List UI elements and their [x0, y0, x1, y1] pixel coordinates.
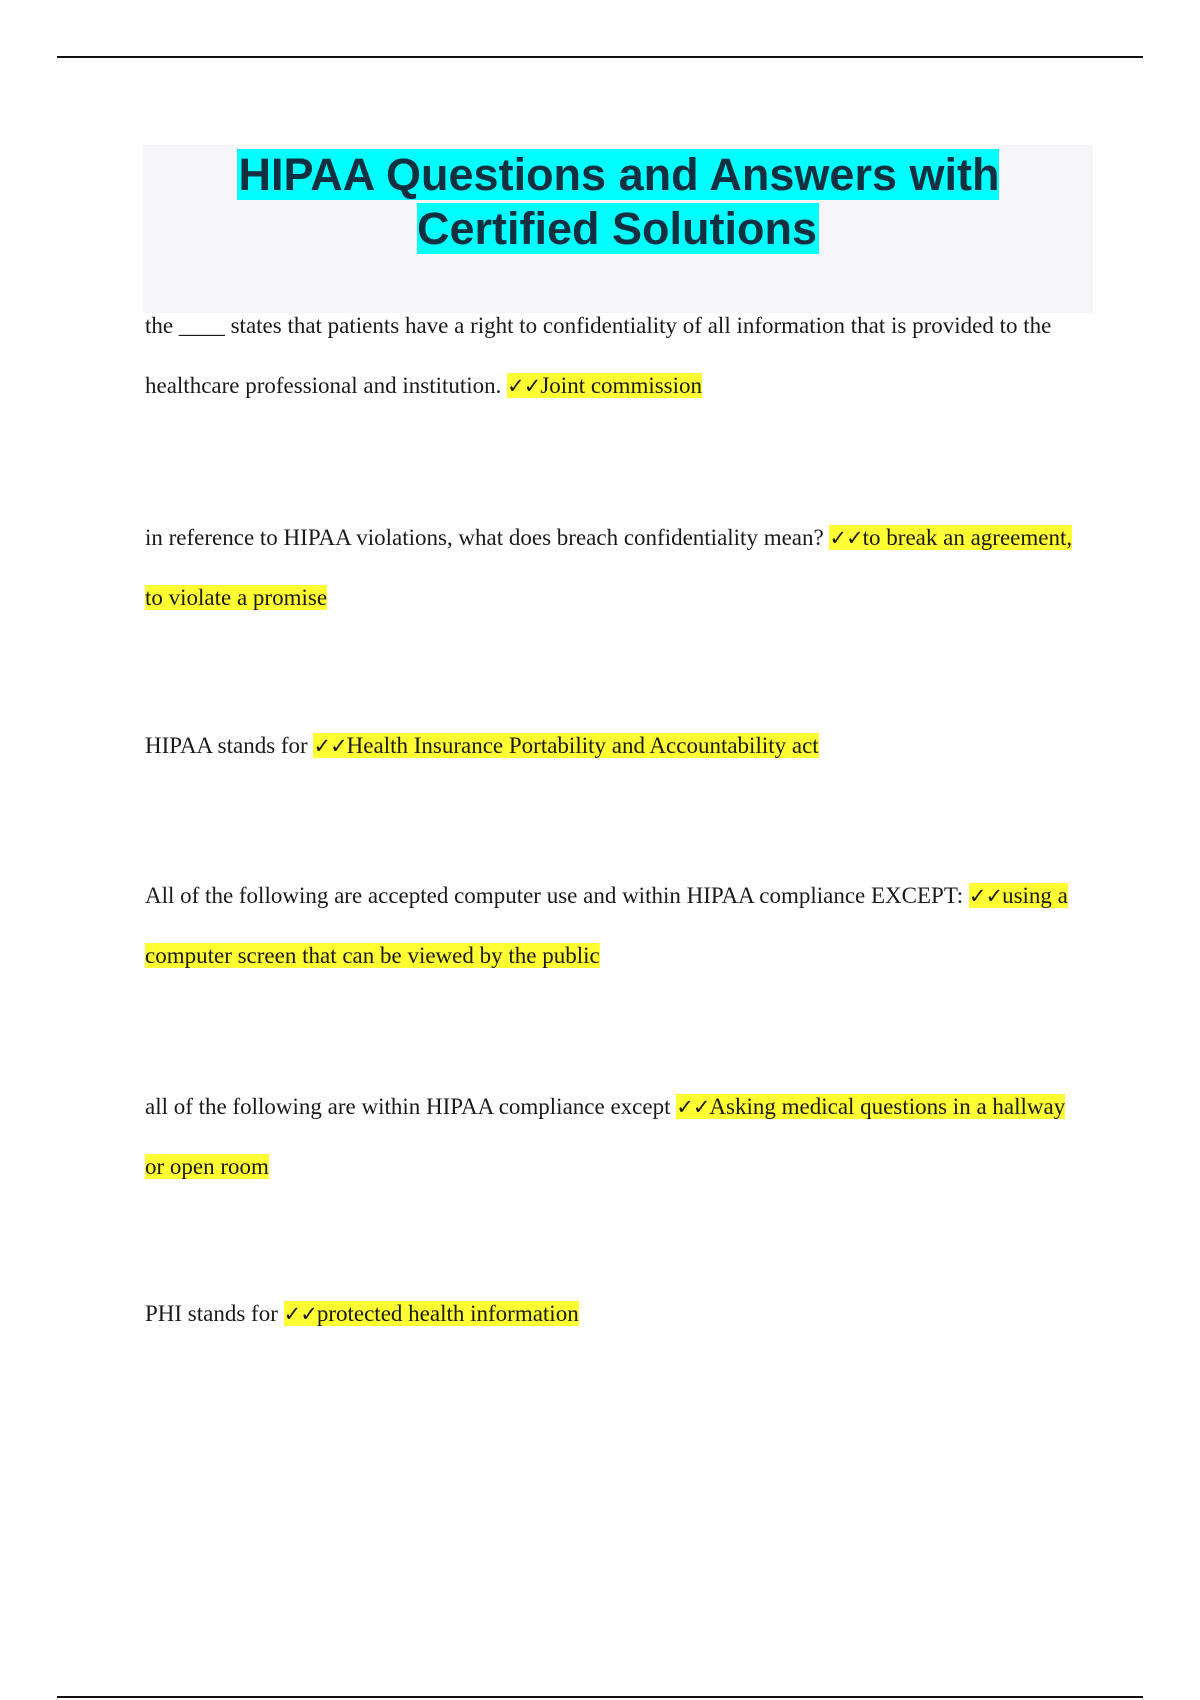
double-check-icon: ✓✓ — [283, 1302, 317, 1326]
document-title — [143, 148, 1093, 256]
answer-text: to break an agreement, to violate a promise — [145, 525, 1073, 610]
answer-text: Joint commission — [540, 373, 703, 398]
qa-item-3 — [145, 716, 1080, 776]
qa-item-6 — [145, 1284, 1080, 1344]
double-check-icon: ✓✓ — [507, 374, 541, 398]
question-text: PHI stands for — [145, 1301, 284, 1326]
answer-text: Health Insurance Portability and Accountability act — [346, 733, 819, 758]
answer-highlight — [313, 733, 818, 758]
question-text: in reference to HIPAA violations, what does breach confidentiality mean? — [145, 525, 830, 550]
double-check-icon: ✓✓ — [829, 526, 863, 550]
top-rule — [57, 56, 1143, 58]
double-check-icon: ✓✓ — [313, 734, 347, 758]
question-text: All of the following are accepted computer use and within HIPAA compliance EXCEPT: — [145, 883, 969, 908]
answer-text: protected health information — [316, 1301, 579, 1326]
question-text: all of the following are within HIPAA compliance except — [145, 1094, 677, 1119]
question-text: HIPAA stands for — [145, 733, 314, 758]
question-text: the ____ states that patients have a right to confidentiality of all information that is provided to the healthcare professional and institution. — [145, 313, 1052, 398]
double-check-icon: ✓✓ — [968, 884, 1003, 908]
bottom-rule — [57, 1696, 1143, 1698]
answer-text: using a computer screen that can be viewed by the public — [145, 883, 1068, 968]
qa-item-2 — [145, 508, 1080, 628]
document-title-text: HIPAA Questions and Answers with Certified Solutions — [238, 149, 1000, 254]
answer-text: Asking medical questions in a hallway or open room — [145, 1094, 1066, 1179]
answer-highlight — [284, 1301, 579, 1326]
answer-highlight — [507, 373, 702, 398]
qa-item-1 — [145, 296, 1080, 416]
qa-item-4 — [145, 866, 1080, 986]
double-check-icon: ✓✓ — [676, 1095, 710, 1119]
qa-item-5 — [145, 1077, 1080, 1197]
